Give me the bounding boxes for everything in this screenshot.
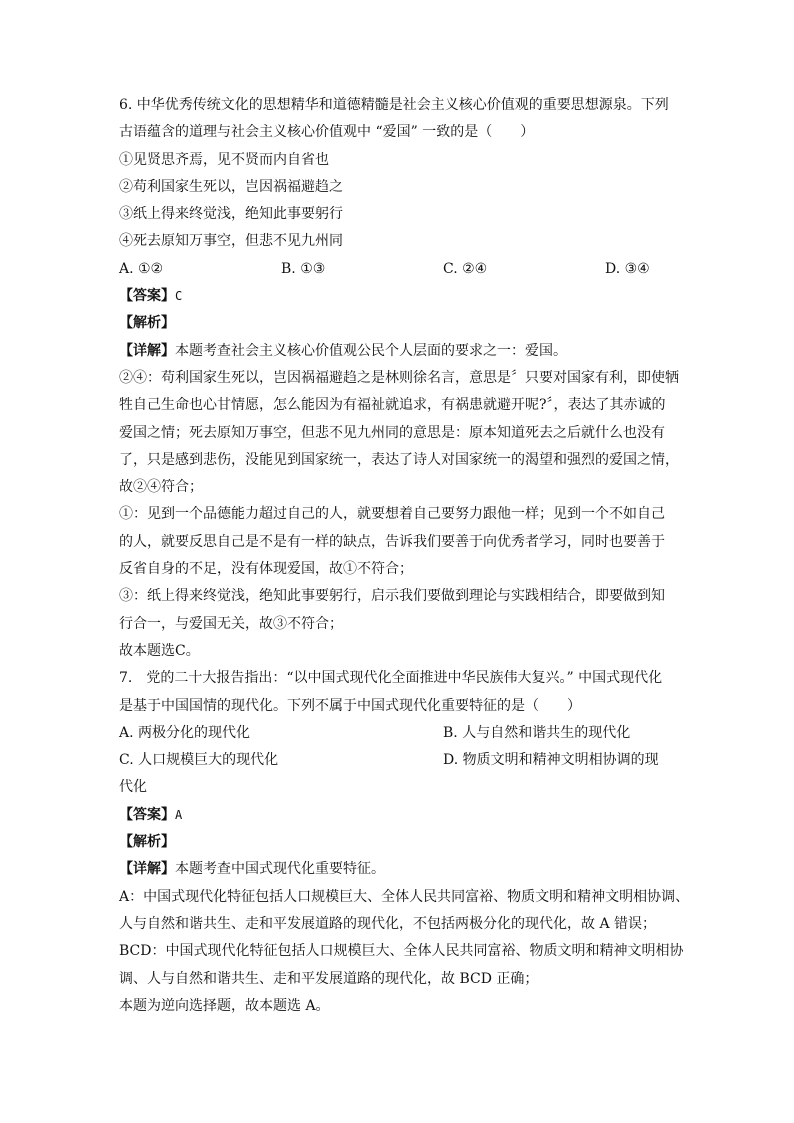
q6-item-1: ①见贤思齐焉，见不贤而内自省也 — [119, 151, 329, 168]
q7-detail-line-3: 人与自然和谐共生、走和平发展道路的现代化，不包括两极分化的现代化，故 A 错误； — [119, 915, 657, 932]
q6-detail-line-8: 的人，就要反思自己是不是有一样的缺点，告诉我们要善于向优秀者学习，同时也要善于 — [119, 533, 665, 550]
q7-stem-line-1: 7. 党的二十大报告指出：“以中国式现代化全面推进中华民族伟大复兴。” 中国式现代化 — [119, 670, 663, 687]
q7-detail-line-4: BCD：中国式现代化特征包括人口规模巨大、全体人民共同富裕、物质文明和精神文明相协 — [119, 943, 684, 960]
q6-detail-line-9: 反省自身的不足，没有体现爱国，故①不符合； — [119, 561, 413, 578]
q6-answer-label: 【答案】 — [119, 288, 175, 305]
q7-detail-line-1 — [119, 856, 679, 883]
q6-option-a: A. ①② — [119, 260, 164, 277]
q6-detail-text-1: 本题考查社会主义核心价值观公民个人层面的要求之一：爱国。 — [175, 342, 567, 359]
q7-option-b: B. 人与自然和谐共生的现代化 — [443, 724, 631, 741]
q7-option-d: D. 物质文明和精神文明相协调的现 — [443, 752, 659, 769]
q6-option-c: C. ②④ — [443, 260, 488, 277]
q7-stem-line-2: 是基于中国国情的现代化。下列不属于中国式现代化重要特征的是（ ） — [119, 697, 581, 714]
q6-option-b: B. ①③ — [281, 260, 326, 277]
q6-detail-line-12: 故本题选C。 — [119, 642, 200, 659]
q6-detail-line-10: ③：纸上得来终觉浅，绝知此事要躬行，启示我们要做到理论与实践相结合，即要做到知 — [119, 588, 665, 605]
q7-answer-label: 【答案】 — [119, 806, 175, 823]
q7-option-d-wrap: 代化 — [119, 779, 147, 796]
q6-item-3: ③纸上得来终觉浅，绝知此事要躬行 — [119, 206, 343, 223]
q7-detail-text-1: 本题考查中国式现代化重要特征。 — [175, 861, 385, 878]
document-page — [119, 92, 690, 1020]
q6-stem-line-2: 古语蕴含的道理与社会主义核心价值观中 “爱国” 一致的是（ ） — [119, 124, 535, 141]
q7-option-a: A. 两极分化的现代化 — [119, 724, 251, 741]
q7-options-row-1 — [119, 720, 679, 747]
q6-analysis-label: 【解析】 — [119, 315, 175, 332]
q6-detail-line-1 — [119, 338, 679, 365]
q6-detail-label: 【详解】 — [119, 342, 175, 359]
q6-detail-line-4: 爱国之情；死去原知万事空，但悲不见九州同的意思是：原本知道死去之后就什么也没有 — [119, 424, 665, 441]
q7-answer-line — [119, 802, 679, 829]
q6-detail-line-7: ①：见到一个品德能力超过自己的人，就要想着自己要努力跟他一样；见到一个不如自己 — [119, 506, 665, 523]
q7-analysis-label: 【解析】 — [119, 834, 175, 851]
q6-detail-line-6: 故②④符合； — [119, 479, 203, 496]
q6-option-d: D. ③④ — [605, 260, 650, 277]
q6-detail-line-3: 牲自己生命也心甘情愿，怎么能因为有福祉就追求，有祸患就避开呢?〞，表达了其赤诚的 — [119, 397, 666, 414]
q7-detail-line-2: A：中国式现代化特征包括人口规模巨大、全体人民共同富裕、物质文明和精神文明相协调、 — [119, 888, 690, 905]
q7-detail-line-6: 本题为逆向选择题，故本题选 A。 — [119, 997, 330, 1014]
q6-answer-line — [119, 283, 679, 310]
q6-detail-line-2: ②④：苟利国家生死以，岂因祸福避趋之是林则徐名言，意思是〞只要对国家有利，即使牺 — [119, 369, 679, 386]
q6-item-2: ②苟利国家生死以，岂因祸福避趋之 — [119, 178, 343, 195]
q7-option-c: C. 人口规模巨大的现代化 — [119, 752, 279, 769]
q7-answer-value: A — [175, 807, 183, 822]
q7-options-row-2 — [119, 747, 679, 774]
q6-detail-line-5: 了，只是感到悲伤，没能见到国家统一，表达了诗人对国家统一的渴望和强烈的爱国之情， — [119, 451, 679, 468]
q6-answer-value: C — [175, 289, 183, 304]
q6-detail-line-11: 行合一，与爱国无关，故③不符合； — [119, 615, 343, 632]
q6-options — [119, 256, 679, 283]
q6-stem-line-1: 6. 中华优秀传统文化的思想精华和道德精髓是社会主义核心价值观的重要思想源泉。下列 — [119, 97, 669, 113]
q6-item-4: ④死去原知万事空，但悲不见九州同 — [119, 233, 343, 250]
q7-detail-line-5: 调、人与自然和谐共生、走和平发展道路的现代化，故 BCD 正确； — [119, 970, 539, 987]
q7-detail-label: 【详解】 — [119, 861, 175, 878]
